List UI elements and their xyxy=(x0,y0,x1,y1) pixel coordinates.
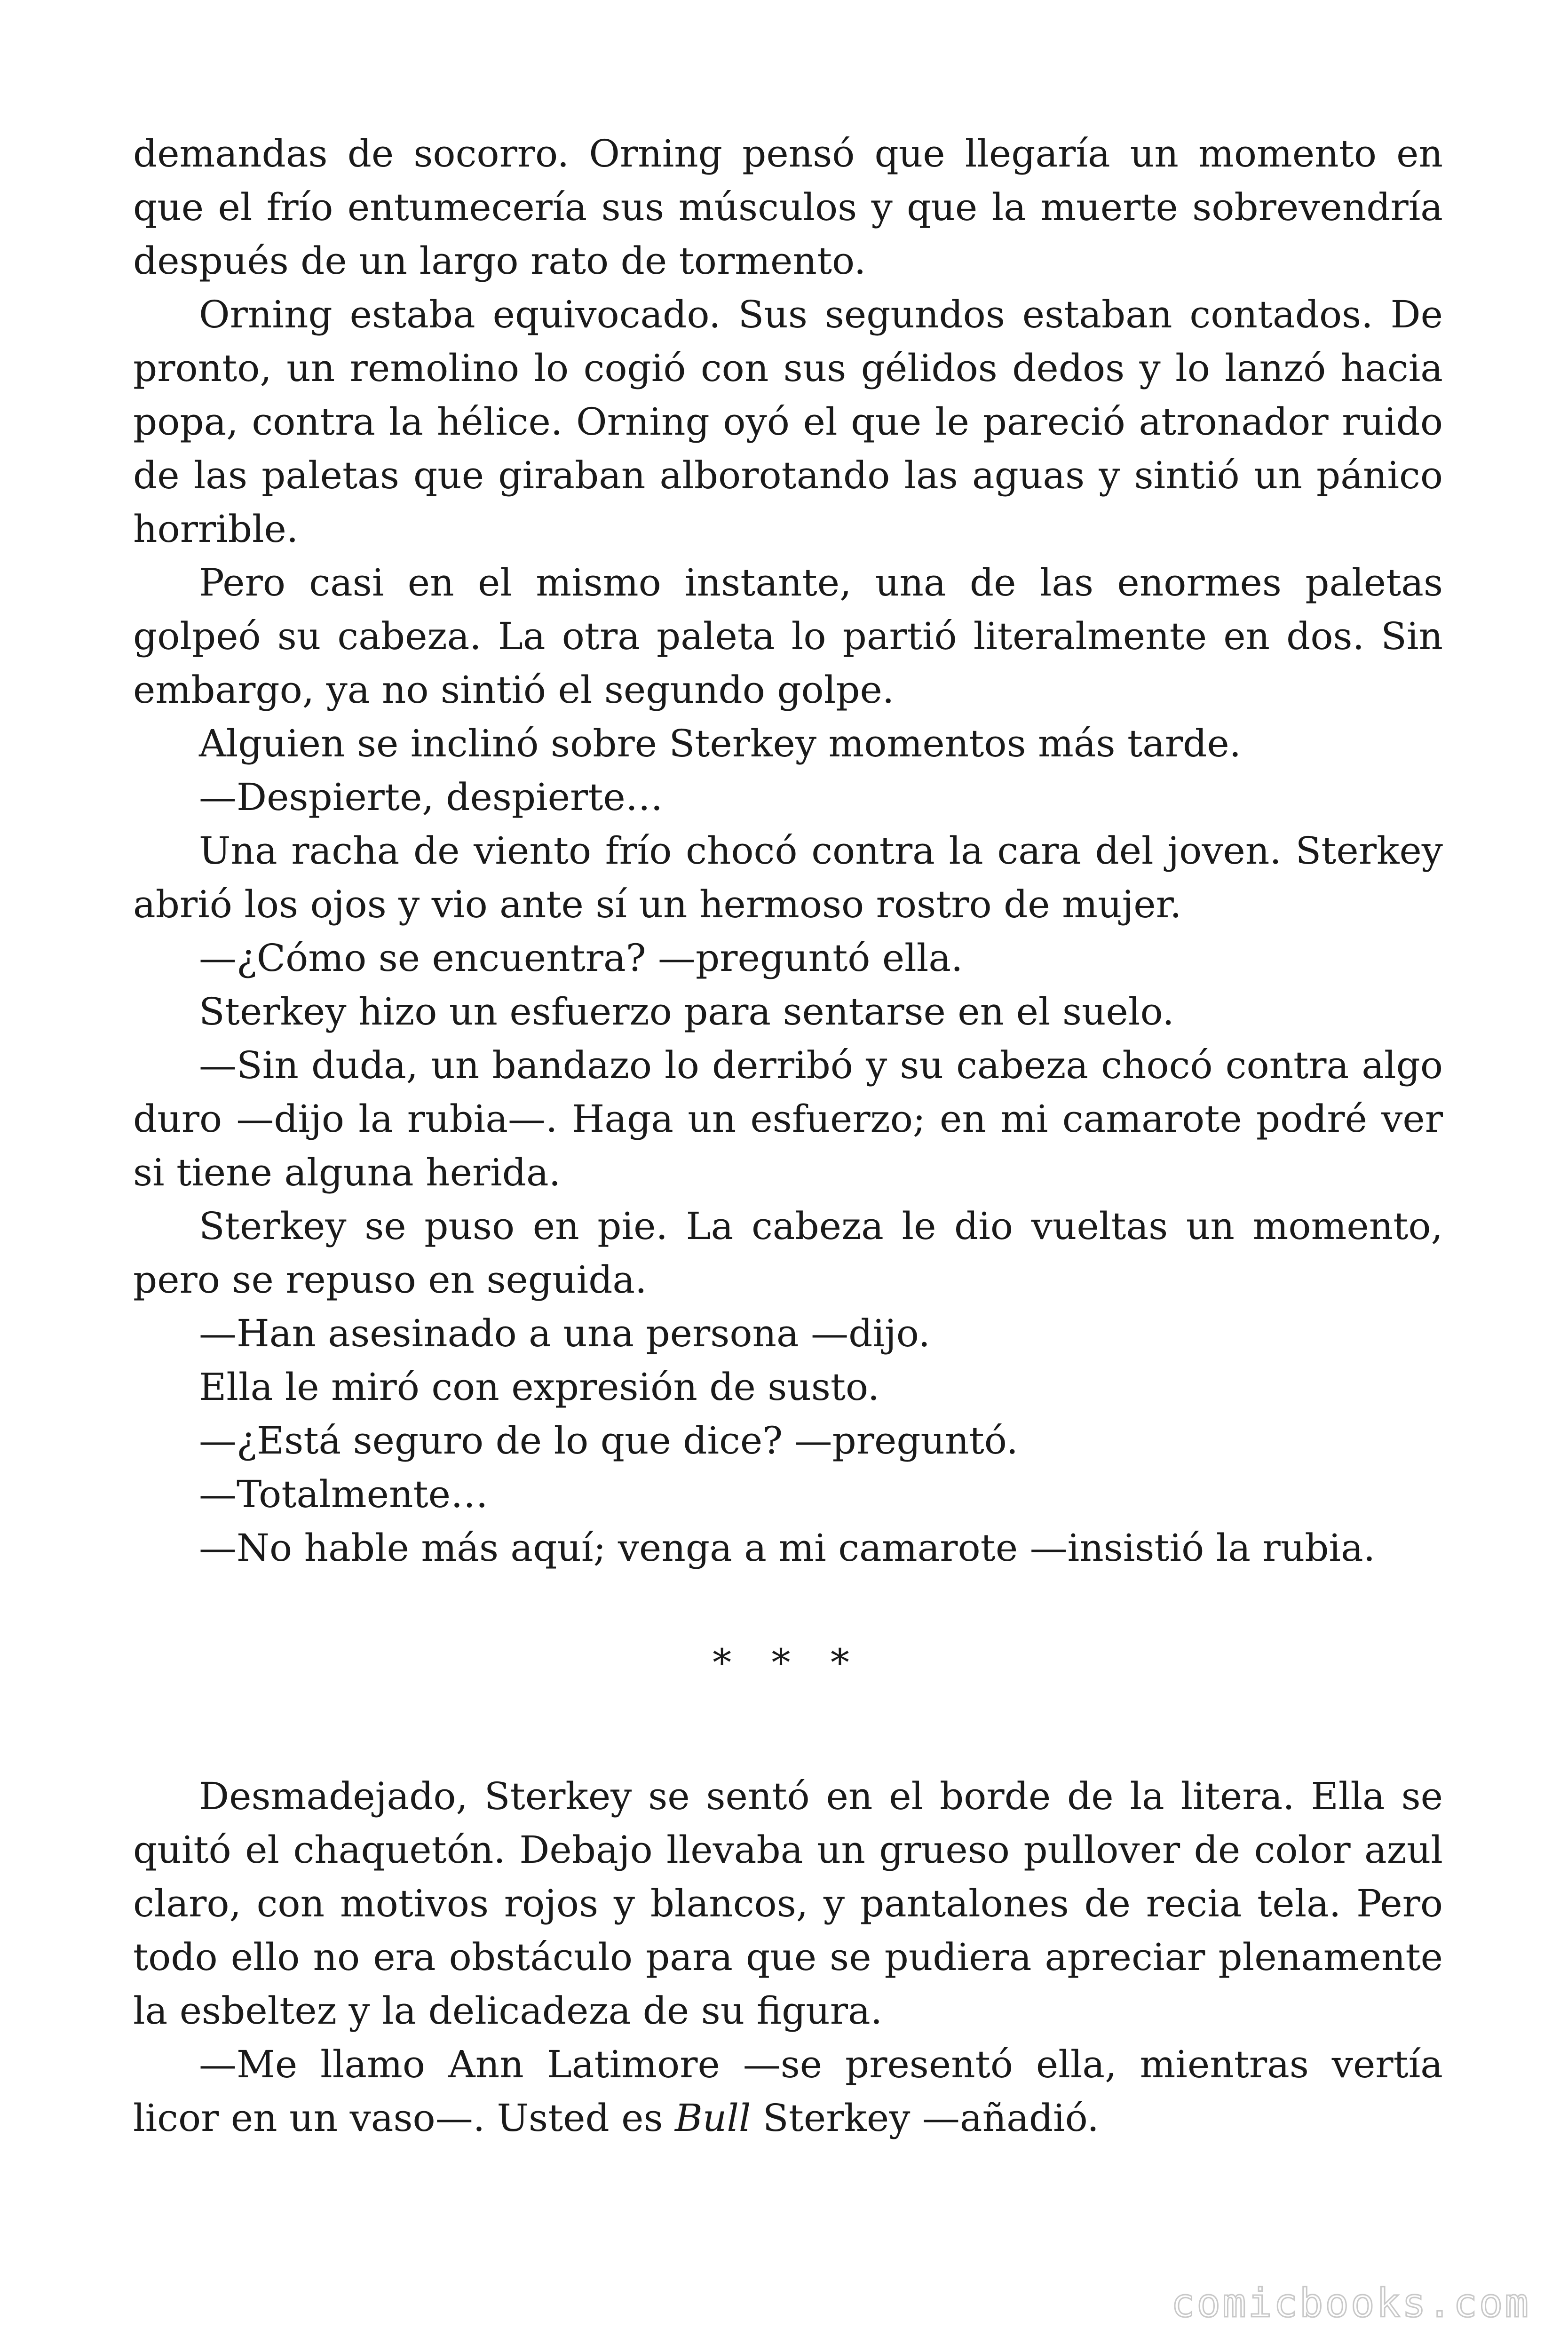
paragraph: —Despierte, despierte… xyxy=(199,775,663,819)
paragraph: Sterkey se puso en pie. La cabeza le dio vueltas un momento, pero se repuso en seguida. xyxy=(133,1204,1443,1302)
paragraph: —No hable más aquí; venga a mi camarote —insistió la rubia. xyxy=(199,1526,1376,1570)
paragraph: Sterkey hizo un esfuerzo para sentarse en el suelo. xyxy=(199,990,1174,1033)
paragraph: Una racha de viento frío chocó contra la cara del joven. Sterkey abrió los ojos y vio ante sí un hermoso rostro de mujer. xyxy=(133,829,1443,926)
final-text-end: Sterkey —añadió. xyxy=(751,2096,1099,2140)
paragraph: Orning estaba equivocado. Sus segundos estaban contados. De pronto, un remolino lo cogió con sus gélidos dedos y lo lanzó hacia popa, contra la hélice. Orning oyó el que le pareció atronador ruido de las paletas que giraban alborotando las aguas y sintió un pánico horrible. xyxy=(133,293,1443,551)
paragraph-final xyxy=(133,2038,1443,2145)
paragraph: —Sin duda, un bandazo lo derribó y su cabeza chocó contra algo duro —dijo la rubia—. Haga un esfuerzo; en mi camarote podré ver si tiene alguna herida. xyxy=(133,1043,1443,1194)
paragraph: —¿Cómo se encuentra? —preguntó ella. xyxy=(199,936,963,980)
paragraph: demandas de socorro. Orning pensó que llegaría un momento en que el frío entumecería sus músculos y que la muerte sobrevendría después de un largo rato de tormento. xyxy=(133,132,1443,283)
paragraph: Ella le miró con expresión de susto. xyxy=(199,1365,880,1409)
paragraph: —Totalmente… xyxy=(199,1472,488,1516)
paragraph: Desmadejado, Sterkey se sentó en el borde de la litera. Ella se quitó el chaquetón. Debajo llevaba un grueso pullover de color azul claro, con motivos rojos y blancos, y pantalones de recia tela. Pero todo ello no era obstáculo para que se pudiera apreciar plenamente la esbeltez y la delicadeza de su figura. xyxy=(133,1774,1443,2033)
paragraph: Pero casi en el mismo instante, una de las enormes paletas golpeó su cabeza. La otra paleta lo partió literalmente en dos. Sin embargo, ya no sintió el segundo golpe. xyxy=(133,561,1443,712)
watermark: comicbooks.com xyxy=(1171,2280,1530,2326)
page-body xyxy=(133,127,1443,2145)
paragraph: Alguien se inclinó sobre Sterkey momentos más tarde. xyxy=(199,722,1242,765)
final-text-italic: Bull xyxy=(675,2096,751,2140)
section-separator: * * * xyxy=(713,1641,863,1685)
final-text-start: —Me llamo Ann Latimore —se presentó ella, mientras vertía licor en un vaso—. Usted es xyxy=(133,2042,1443,2140)
paragraph: —¿Está seguro de lo que dice? —preguntó. xyxy=(199,1419,1018,1462)
paragraph: —Han asesinado a una persona —dijo. xyxy=(199,1311,930,1355)
